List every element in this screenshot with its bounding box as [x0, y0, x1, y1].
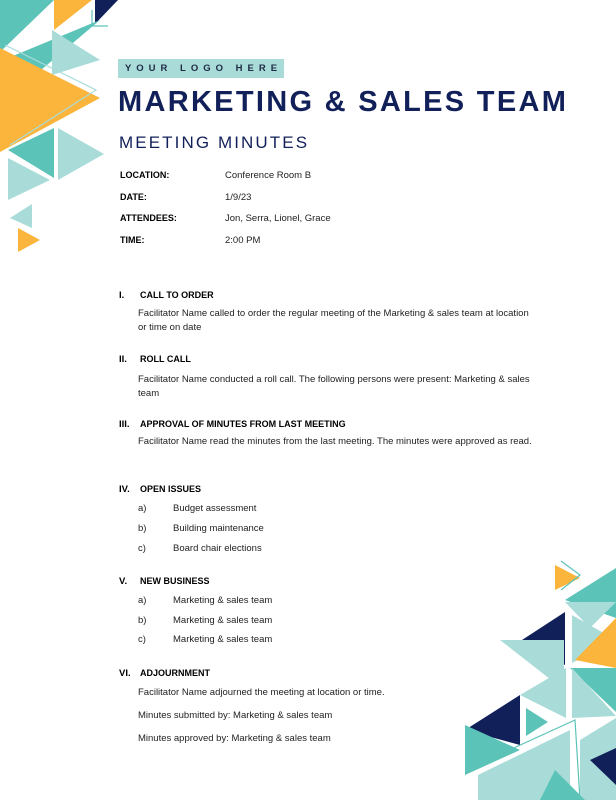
decor-triangle [58, 128, 104, 180]
list-item: Marketing & sales team [173, 595, 273, 606]
list-item: Marketing & sales team [173, 615, 273, 626]
section-number: VI. [119, 668, 131, 679]
list-item-letter: a) [138, 503, 147, 514]
list-item: Budget assessment [173, 503, 257, 514]
list-item-letter: a) [138, 595, 147, 606]
info-value-time: 2:00 PM [225, 235, 261, 246]
section-title-approval: APPROVAL OF MINUTES FROM LAST MEETING [140, 419, 346, 429]
info-label-date: DATE: [120, 192, 147, 202]
page-title: MARKETING & SALES TEAM [118, 86, 569, 118]
list-item: Board chair elections [173, 543, 262, 554]
section-number: I. [119, 290, 125, 301]
decor-triangle [95, 0, 118, 24]
decor-triangle [54, 0, 92, 30]
minutes-submitted-by: Minutes submitted by: Marketing & sales team [138, 710, 333, 721]
list-item: Marketing & sales team [173, 634, 273, 645]
info-label-time: TIME: [120, 235, 145, 245]
section-paragraph: Facilitator Name adjourned the meeting at location or time. [138, 687, 385, 698]
list-item-letter: c) [138, 634, 146, 645]
section-number: V. [119, 576, 128, 587]
logo-placeholder [118, 59, 284, 78]
info-value-location: Conference Room B [225, 170, 312, 181]
logo-text: YOUR LOGO HERE [124, 63, 283, 74]
info-label-location: LOCATION: [120, 170, 170, 180]
section-paragraph: Facilitator Name conducted a roll call. The following persons were present: Marketing & sales team [138, 374, 530, 399]
section-title-new-business: NEW BUSINESS [140, 576, 210, 586]
section-paragraph: Facilitator Name called to order the regular meeting of the Marketing & sales team at location or time on date [138, 308, 529, 333]
info-value-date: 1/9/23 [225, 192, 252, 203]
section-number: II. [119, 354, 127, 365]
section-title-call-to-order: CALL TO ORDER [140, 290, 214, 300]
section-title-adjournment: ADJOURNMENT [140, 668, 211, 678]
decor-triangle [18, 228, 40, 252]
list-item: Building maintenance [173, 523, 264, 534]
info-label-attendees: ATTENDEES: [120, 213, 177, 223]
decor-triangle [10, 204, 32, 228]
section-title-open-issues: OPEN ISSUES [140, 484, 202, 494]
section-number: IV. [119, 484, 130, 495]
list-item-letter: c) [138, 543, 146, 554]
section-paragraph: Facilitator Name read the minutes from the last meeting. The minutes were approved as read. [138, 436, 532, 447]
section-number: III. [119, 419, 130, 430]
minutes-approved-by: Minutes approved by: Marketing & sales team [138, 733, 331, 744]
page-subtitle: MEETING MINUTES [119, 133, 310, 152]
section-title-roll-call: ROLL CALL [140, 354, 191, 364]
list-item-letter: b) [138, 523, 147, 534]
list-item-letter: b) [138, 615, 147, 626]
info-value-attendees: Jon, Serra, Lionel, Grace [225, 213, 331, 224]
